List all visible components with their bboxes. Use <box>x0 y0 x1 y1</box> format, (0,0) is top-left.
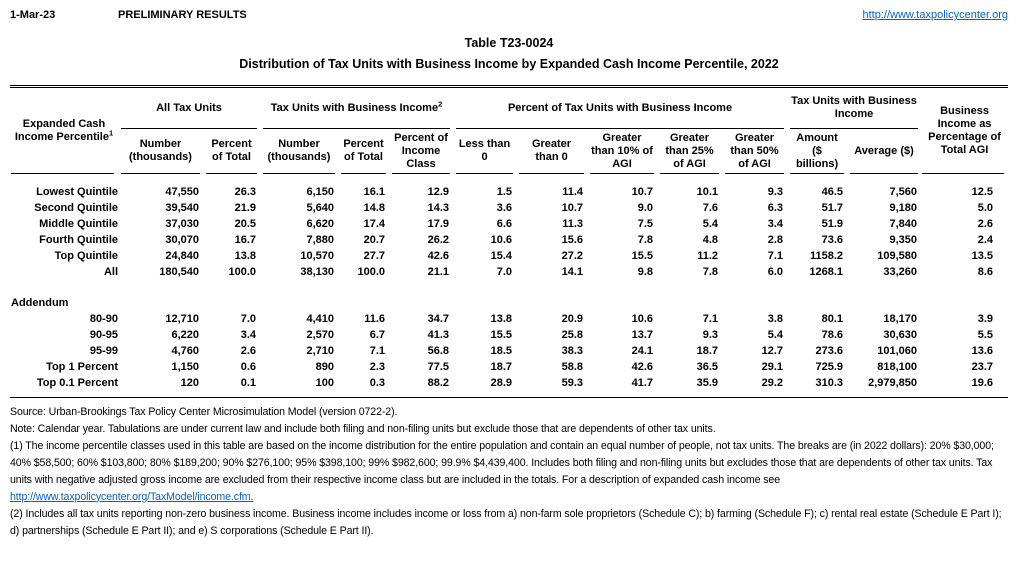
table-body <box>10 174 1008 398</box>
cell: 20.7 <box>363 233 385 246</box>
cell: 3.4 <box>240 328 256 341</box>
row-label: 90-95 <box>89 328 118 341</box>
cell: 5.0 <box>977 201 994 214</box>
cell: 58.8 <box>561 360 584 373</box>
cell: 15.5 <box>631 249 654 262</box>
cell: 11.6 <box>364 312 385 325</box>
cell: 0.3 <box>369 376 385 389</box>
cell: 12.5 <box>971 185 994 198</box>
cell: 7.1 <box>767 249 784 262</box>
title-block <box>0 33 1018 75</box>
cell: 100.0 <box>357 265 385 278</box>
cell: 11.3 <box>562 217 584 230</box>
cell: 1,150 <box>171 360 199 373</box>
cell: 7.1 <box>702 312 719 325</box>
cell: 3.9 <box>977 312 994 325</box>
footnotes <box>10 404 1008 540</box>
cell: 42.6 <box>427 249 450 262</box>
cell: 10,570 <box>300 249 334 262</box>
cell: 12,710 <box>165 312 199 325</box>
cell: 9.3 <box>702 328 719 341</box>
cell: 4.8 <box>702 233 719 246</box>
cell: 7.8 <box>637 233 654 246</box>
cell: 18.7 <box>696 344 719 357</box>
cell: 6.7 <box>369 328 385 341</box>
cell: 7,840 <box>889 217 918 230</box>
cell: 78.6 <box>821 328 844 341</box>
col-header-expanded-cash-income-percentile <box>10 87 118 174</box>
cell: 15.6 <box>561 233 584 246</box>
cell: 34.7 <box>427 312 450 325</box>
col-header-amount-billions: Amount ($ billions) <box>787 129 847 174</box>
cell: 9,180 <box>889 201 918 214</box>
cell: 26.2 <box>427 233 450 246</box>
cell: 3.4 <box>767 217 784 230</box>
cell: 100 <box>315 376 334 389</box>
cell: 101,060 <box>877 344 918 357</box>
cell: 12.9 <box>427 185 450 198</box>
col-header-less-than-0: Less than 0 <box>453 129 516 174</box>
cell: 17.4 <box>363 217 385 230</box>
row-label: Top 1 Percent <box>46 360 118 373</box>
cell: 18,170 <box>883 312 918 325</box>
cell: 33,260 <box>883 265 918 278</box>
footnote-2: (2) Includes all tax units reporting non-zero business income. Business income includes income or loss from a) non-farm sole proprietors (Schedule C); b) farming (Schedule F); c) rental real estate (Schedule E Part I); d) partnerships (Schedule E Part II); and e) S corporations (Schedule E Part II). <box>10 507 1002 537</box>
cell: 26.3 <box>234 185 256 198</box>
cell: 12.7 <box>761 344 784 357</box>
table-subtitle: Distribution of Tax Units with Business Income by Expanded Cash Income Percentile, 2022 <box>239 57 779 71</box>
cell: 180,540 <box>159 265 199 278</box>
cell: 42.6 <box>631 360 654 373</box>
header-group-row <box>10 87 1008 129</box>
cell: 7.8 <box>702 265 719 278</box>
cell: 9.8 <box>637 265 654 278</box>
table-header <box>10 87 1008 174</box>
cell: 4,760 <box>171 344 199 357</box>
cell: 77.5 <box>427 360 450 373</box>
cell: 17.9 <box>427 217 450 230</box>
cell: 2,710 <box>306 344 334 357</box>
footnote-marker-1: 1 <box>108 128 114 138</box>
cell: 24.1 <box>631 344 654 357</box>
cell: 6.0 <box>767 265 784 278</box>
table-row <box>10 232 1008 248</box>
row-label: 80-90 <box>89 312 118 325</box>
cell: 15.4 <box>490 249 513 262</box>
preliminary-results-label: PRELIMINARY RESULTS <box>118 9 247 21</box>
cell: 16.7 <box>234 233 256 246</box>
cell: 29.2 <box>761 376 784 389</box>
cell: 5.4 <box>767 328 784 341</box>
footnote-1: (1) The income percentile classes used in this table are based on the income distribution for the entire population and contain an equal number of people, not tax units. The breaks are (in 2022 dollars): 20% $30,000; 40% $58,500; 60% $103,800; 80% $189,200; 90% $276,100; 95% $398,100; 99% $982,600; 99.9% $4,439,400. Includes both filing and non-filing units but excludes those that are dependents of other tax units. Tax units with negative adjusted gross income are excluded from their respective income class but are included in the totals. For a description of expanded cash income see <box>10 439 994 486</box>
cell: 7.1 <box>369 344 385 357</box>
footnote-marker-2: 2 <box>438 99 443 109</box>
cell: 7.0 <box>240 312 256 325</box>
cell: 27.2 <box>561 249 584 262</box>
cell: 14.3 <box>427 201 450 214</box>
cell: 51.9 <box>821 217 844 230</box>
cell: 29.1 <box>761 360 784 373</box>
cell: 11.2 <box>697 249 719 262</box>
cell: 35.9 <box>696 376 719 389</box>
row-label: All <box>103 265 118 278</box>
table-row <box>10 359 1008 375</box>
cell: 2,570 <box>306 328 334 341</box>
cell: 7,880 <box>306 233 334 246</box>
cell: 13.7 <box>631 328 654 341</box>
cell: 21.1 <box>427 265 450 278</box>
cell: 890 <box>315 360 334 373</box>
table-number-title: Table T23-0024 <box>464 36 554 50</box>
cell: 1.5 <box>496 185 513 198</box>
cell: 13.8 <box>234 249 256 262</box>
col-header-number-thousands-all: Number (thousands) <box>118 129 203 174</box>
cell: 24,840 <box>165 249 199 262</box>
spacer-row <box>10 280 1008 295</box>
cell: 0.6 <box>240 360 256 373</box>
cell: 13.6 <box>971 344 994 357</box>
cell: 27.7 <box>363 249 385 262</box>
cell: 18.7 <box>490 360 513 373</box>
row-label: Second Quintile <box>34 201 118 214</box>
table-row <box>10 200 1008 216</box>
cell: 19.6 <box>971 376 994 389</box>
cell: 6,220 <box>171 328 199 341</box>
group-header-percent-of-tax-units-with-business-income: Percent of Tax Units with Business Income <box>453 87 787 129</box>
cell: 39,540 <box>165 201 199 214</box>
cell: 6,150 <box>306 185 334 198</box>
cell: 30,630 <box>883 328 918 341</box>
cell: 20.5 <box>234 217 256 230</box>
cell: 9.0 <box>637 201 654 214</box>
top-bar <box>0 0 1018 21</box>
cell: 16.1 <box>363 185 385 198</box>
cell: 56.8 <box>427 344 450 357</box>
cell: 80.1 <box>821 312 844 325</box>
cell: 100.0 <box>228 265 256 278</box>
section-row <box>10 295 1008 311</box>
row-label: 95-99 <box>89 344 118 357</box>
cell: 13.8 <box>490 312 513 325</box>
table-row <box>10 311 1008 327</box>
report-date: 1-Mar-23 <box>10 9 56 21</box>
cell: 3.8 <box>767 312 784 325</box>
cell: 10.6 <box>631 312 654 325</box>
col-header-percent-of-total-bi: Percent of Total <box>338 129 389 174</box>
cell: 14.8 <box>363 201 385 214</box>
cell: 15.5 <box>490 328 513 341</box>
col-header-greater-than-0: Greater than 0 <box>516 129 587 174</box>
taxpolicycenter-link[interactable]: http://www.taxpolicycenter.org <box>862 9 1008 21</box>
cell: 9,350 <box>889 233 918 246</box>
cell: 41.3 <box>427 328 450 341</box>
table-row <box>10 264 1008 280</box>
cell: 273.6 <box>815 344 844 357</box>
income-definition-link[interactable]: http://www.taxpolicycenter.org/TaxModel/income.cfm. <box>10 490 254 503</box>
distribution-table <box>10 85 1008 398</box>
cell: 6.6 <box>496 217 513 230</box>
cell: 73.6 <box>821 233 844 246</box>
cell: 120 <box>180 376 199 389</box>
cell: 818,100 <box>877 360 918 373</box>
cell: 1268.1 <box>809 265 844 278</box>
cell: 46.5 <box>821 185 844 198</box>
cell: 7.5 <box>637 217 654 230</box>
row-label: Top Quintile <box>54 249 118 262</box>
cell: 10.1 <box>696 185 719 198</box>
group-header-all-tax-units: All Tax Units <box>118 87 260 129</box>
cell: 310.3 <box>815 376 844 389</box>
section-label: Addendum <box>11 296 69 309</box>
cell: 20.9 <box>561 312 584 325</box>
cell: 6.3 <box>767 201 784 214</box>
table-row <box>10 343 1008 359</box>
table-row <box>10 375 1008 398</box>
cell: 10.6 <box>490 233 513 246</box>
footnote-source: Source: Urban-Brookings Tax Policy Center Microsimulation Model (version 0722-2). <box>10 405 398 418</box>
col-header-greater-than-10pct-agi: Greater than 10% of AGI <box>587 129 657 174</box>
cell: 7.6 <box>702 201 719 214</box>
cell: 18.5 <box>490 344 513 357</box>
cell: 37,030 <box>165 217 199 230</box>
row-label: Fourth Quintile <box>39 233 118 246</box>
col-header-percent-of-income-class: Percent of Income Class <box>389 129 453 174</box>
stub-label: Expanded Cash Income Percentile <box>14 117 109 143</box>
cell: 7,560 <box>889 185 918 198</box>
cell: 25.8 <box>561 328 584 341</box>
cell: 5.4 <box>702 217 719 230</box>
cell: 2.8 <box>767 233 784 246</box>
cell: 10.7 <box>631 185 654 198</box>
cell: 0.1 <box>240 376 256 389</box>
spacer-cell <box>10 280 1008 295</box>
header-column-row <box>10 129 1008 174</box>
col-header-greater-than-25pct-agi: Greater than 25% of AGI <box>657 129 722 174</box>
cell: 38,130 <box>300 265 334 278</box>
cell: 30,070 <box>165 233 199 246</box>
cell: 38.3 <box>561 344 584 357</box>
row-label: Top 0.1 Percent <box>36 376 118 389</box>
cell: 5.5 <box>977 328 994 341</box>
cell: 2.6 <box>240 344 256 357</box>
cell: 2,979,850 <box>868 376 918 389</box>
cell: 9.3 <box>767 185 784 198</box>
cell: 13.5 <box>971 249 994 262</box>
cell: 4,410 <box>306 312 334 325</box>
cell: 47,550 <box>165 185 199 198</box>
cell: 2.4 <box>977 233 994 246</box>
col-header-number-thousands-bi: Number (thousands) <box>260 129 338 174</box>
col-header-business-income-as-percentage-of-total-agi: Business Income as Percentage of Total AGI <box>921 87 1008 174</box>
group-header-tax-units-with-business-income: Tax Units with Business Income$^2$ <box>260 87 453 129</box>
col-header-greater-than-50pct-agi: Greater than 50% of AGI <box>722 129 787 174</box>
cell: 2.3 <box>369 360 385 373</box>
cell: 10.7 <box>561 201 584 214</box>
cell: 2.6 <box>977 217 994 230</box>
cell: 28.9 <box>490 376 513 389</box>
row-label: Lowest Quintile <box>36 185 118 198</box>
col-header-percent-of-total-all: Percent of Total <box>203 129 260 174</box>
cell: 3.6 <box>496 201 513 214</box>
table-row <box>10 327 1008 343</box>
cell: 59.3 <box>561 376 584 389</box>
cell: 7.0 <box>496 265 513 278</box>
cell: 14.1 <box>561 265 584 278</box>
cell: 88.2 <box>427 376 450 389</box>
group-header-tax-units-with-business-income-amounts: Tax Units with Business Income <box>787 87 921 129</box>
cell: 6,620 <box>306 217 334 230</box>
cell: 23.7 <box>971 360 994 373</box>
cell: 21.9 <box>234 201 256 214</box>
table-row <box>10 216 1008 232</box>
cell: 51.7 <box>821 201 844 214</box>
footnote-note: Note: Calendar year. Tabulations are under current law and include both filing and non-filing units but exclude those that are dependents of other tax units. <box>10 422 716 435</box>
table-row <box>10 174 1008 200</box>
cell: 109,580 <box>877 249 918 262</box>
col-header-average-dollars: Average ($) <box>847 129 921 174</box>
cell: 5,640 <box>306 201 334 214</box>
cell: 725.9 <box>815 360 844 373</box>
cell: 36.5 <box>696 360 719 373</box>
cell: 11.4 <box>562 185 584 198</box>
row-label: Middle Quintile <box>39 217 118 230</box>
cell: 1158.2 <box>809 249 844 262</box>
cell: 8.6 <box>977 265 994 278</box>
table-row <box>10 248 1008 264</box>
cell: 41.7 <box>631 376 654 389</box>
